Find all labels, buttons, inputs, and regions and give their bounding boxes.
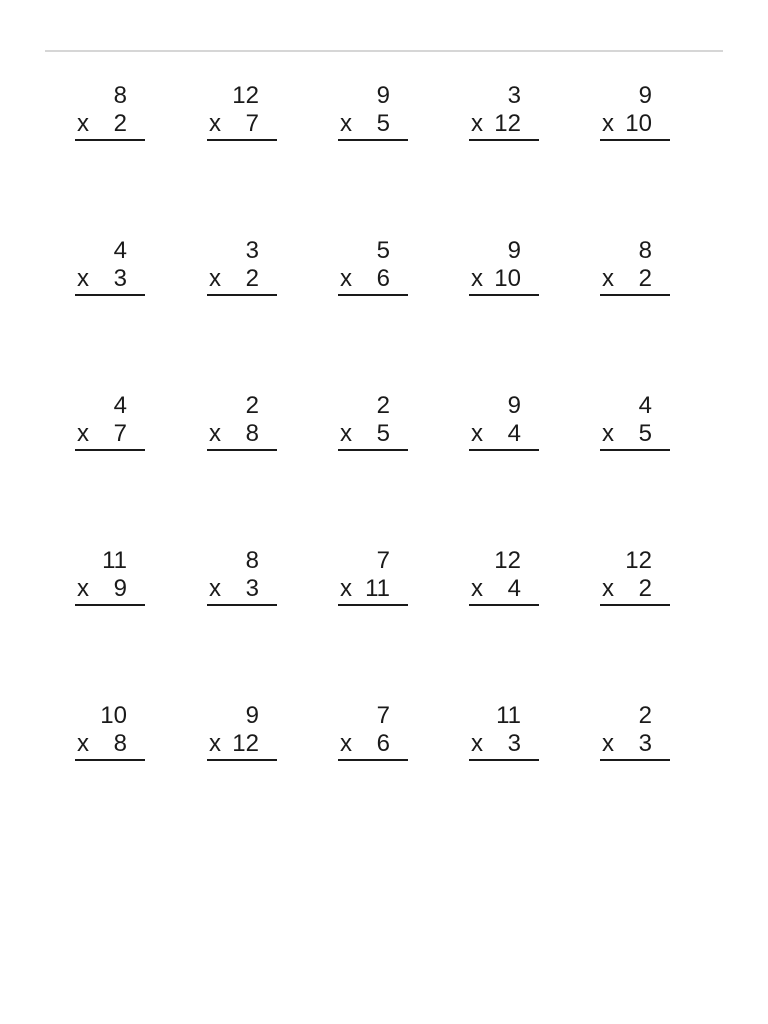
multiplicand: 9 bbox=[638, 82, 652, 109]
times-sign: x bbox=[602, 420, 614, 447]
multiplicand: 12 bbox=[625, 547, 652, 574]
operator-row bbox=[469, 266, 539, 292]
answer-line bbox=[75, 139, 145, 141]
multiplicand: 2 bbox=[638, 702, 652, 729]
times-sign: x bbox=[340, 265, 352, 292]
multiplier: 5 bbox=[376, 420, 390, 447]
answer-line bbox=[207, 139, 277, 141]
times-sign: x bbox=[340, 420, 352, 447]
answer-line bbox=[207, 294, 277, 296]
times-sign: x bbox=[602, 575, 614, 602]
answer-line bbox=[75, 759, 145, 761]
multiplicand: 7 bbox=[376, 547, 390, 574]
multiplicand: 8 bbox=[638, 237, 652, 264]
multiplier: 10 bbox=[494, 265, 521, 292]
answer-line bbox=[207, 604, 277, 606]
operator-row bbox=[469, 421, 539, 447]
multiplication-problem bbox=[600, 238, 670, 308]
answer-line bbox=[75, 604, 145, 606]
multiplier: 7 bbox=[113, 420, 127, 447]
multiplicand: 3 bbox=[245, 237, 259, 264]
operator-row bbox=[338, 266, 408, 292]
multiplicand: 2 bbox=[245, 392, 259, 419]
multiplication-problem bbox=[338, 238, 408, 308]
operator-row bbox=[75, 421, 145, 447]
times-sign: x bbox=[209, 265, 221, 292]
multiplier: 6 bbox=[376, 265, 390, 292]
multiplication-problem bbox=[469, 703, 539, 773]
multiplication-problem bbox=[207, 703, 277, 773]
multiplier: 12 bbox=[494, 110, 521, 137]
answer-line bbox=[75, 449, 145, 451]
answer-line bbox=[338, 449, 408, 451]
operator-row bbox=[338, 731, 408, 757]
operator-row bbox=[600, 266, 670, 292]
times-sign: x bbox=[209, 110, 221, 137]
operator-row bbox=[75, 576, 145, 602]
times-sign: x bbox=[340, 575, 352, 602]
times-sign: x bbox=[471, 730, 483, 757]
operator-row bbox=[469, 111, 539, 137]
operator-row bbox=[600, 111, 670, 137]
answer-line bbox=[338, 759, 408, 761]
multiplication-problem bbox=[207, 83, 277, 153]
times-sign: x bbox=[602, 110, 614, 137]
answer-line bbox=[207, 449, 277, 451]
times-sign: x bbox=[471, 265, 483, 292]
multiplier: 4 bbox=[507, 420, 521, 447]
multiplication-problem bbox=[600, 393, 670, 463]
times-sign: x bbox=[77, 110, 89, 137]
operator-row bbox=[207, 576, 277, 602]
times-sign: x bbox=[77, 420, 89, 447]
multiplicand: 11 bbox=[496, 702, 521, 729]
answer-line bbox=[600, 759, 670, 761]
multiplier: 5 bbox=[376, 110, 390, 137]
multiplier: 8 bbox=[245, 420, 259, 447]
multiplicand: 5 bbox=[376, 237, 390, 264]
multiplier: 2 bbox=[245, 265, 259, 292]
operator-row bbox=[600, 576, 670, 602]
multiplication-problem bbox=[469, 238, 539, 308]
times-sign: x bbox=[602, 730, 614, 757]
times-sign: x bbox=[340, 730, 352, 757]
operator-row bbox=[207, 731, 277, 757]
multiplicand: 9 bbox=[507, 237, 521, 264]
multiplier: 4 bbox=[507, 575, 521, 602]
multiplication-problem bbox=[469, 393, 539, 463]
multiplier: 3 bbox=[507, 730, 521, 757]
multiplication-problem bbox=[338, 83, 408, 153]
multiplication-problem bbox=[469, 83, 539, 153]
multiplication-problem bbox=[75, 703, 145, 773]
multiplicand: 4 bbox=[113, 237, 127, 264]
times-sign: x bbox=[471, 575, 483, 602]
multiplicand: 3 bbox=[507, 82, 521, 109]
multiplier: 5 bbox=[638, 420, 652, 447]
times-sign: x bbox=[209, 730, 221, 757]
multiplicand: 10 bbox=[100, 702, 127, 729]
multiplication-problem bbox=[75, 548, 145, 618]
multiplicand: 4 bbox=[113, 392, 127, 419]
multiplier: 2 bbox=[638, 575, 652, 602]
answer-line bbox=[469, 759, 539, 761]
multiplication-problem bbox=[75, 83, 145, 153]
multiplier: 3 bbox=[113, 265, 127, 292]
answer-line bbox=[600, 294, 670, 296]
multiplier: 8 bbox=[113, 730, 127, 757]
multiplicand: 7 bbox=[376, 702, 390, 729]
multiplier: 12 bbox=[232, 730, 259, 757]
operator-row bbox=[207, 266, 277, 292]
multiplicand: 12 bbox=[232, 82, 259, 109]
multiplier: 3 bbox=[638, 730, 652, 757]
times-sign: x bbox=[77, 265, 89, 292]
answer-line bbox=[207, 759, 277, 761]
operator-row bbox=[338, 421, 408, 447]
multiplier: 7 bbox=[245, 110, 259, 137]
multiplier: 11 bbox=[365, 575, 390, 602]
multiplication-problem bbox=[600, 703, 670, 773]
multiplier: 3 bbox=[245, 575, 259, 602]
multiplicand: 9 bbox=[507, 392, 521, 419]
operator-row bbox=[469, 731, 539, 757]
multiplicand: 8 bbox=[245, 547, 259, 574]
multiplicand: 9 bbox=[245, 702, 259, 729]
multiplier: 6 bbox=[376, 730, 390, 757]
operator-row bbox=[207, 111, 277, 137]
multiplier: 9 bbox=[113, 575, 127, 602]
multiplication-problem bbox=[207, 238, 277, 308]
answer-line bbox=[600, 139, 670, 141]
answer-line bbox=[75, 294, 145, 296]
answer-line bbox=[469, 604, 539, 606]
multiplication-problem bbox=[75, 238, 145, 308]
operator-row bbox=[469, 576, 539, 602]
multiplication-problem bbox=[600, 83, 670, 153]
times-sign: x bbox=[471, 110, 483, 137]
multiplication-problem bbox=[338, 548, 408, 618]
multiplicand: 2 bbox=[376, 392, 390, 419]
times-sign: x bbox=[471, 420, 483, 447]
operator-row bbox=[600, 731, 670, 757]
answer-line bbox=[469, 449, 539, 451]
multiplier: 10 bbox=[625, 110, 652, 137]
times-sign: x bbox=[77, 730, 89, 757]
multiplicand: 11 bbox=[102, 547, 127, 574]
operator-row bbox=[75, 731, 145, 757]
times-sign: x bbox=[209, 420, 221, 447]
times-sign: x bbox=[602, 265, 614, 292]
multiplication-problem bbox=[600, 548, 670, 618]
multiplication-problem bbox=[207, 393, 277, 463]
times-sign: x bbox=[340, 110, 352, 137]
times-sign: x bbox=[77, 575, 89, 602]
multiplication-problem bbox=[207, 548, 277, 618]
multiplication-problem bbox=[469, 548, 539, 618]
multiplier: 2 bbox=[638, 265, 652, 292]
multiplicand: 9 bbox=[376, 82, 390, 109]
answer-line bbox=[338, 139, 408, 141]
operator-row bbox=[338, 111, 408, 137]
operator-row bbox=[75, 111, 145, 137]
times-sign: x bbox=[209, 575, 221, 602]
multiplicand: 4 bbox=[638, 392, 652, 419]
answer-line bbox=[469, 294, 539, 296]
operator-row bbox=[600, 421, 670, 447]
answer-line bbox=[600, 604, 670, 606]
operator-row bbox=[338, 576, 408, 602]
multiplicand: 8 bbox=[113, 82, 127, 109]
multiplication-problem bbox=[338, 393, 408, 463]
answer-line bbox=[469, 139, 539, 141]
operator-row bbox=[207, 421, 277, 447]
multiplicand: 12 bbox=[494, 547, 521, 574]
answer-line bbox=[338, 604, 408, 606]
multiplication-problem bbox=[75, 393, 145, 463]
multiplication-problem bbox=[338, 703, 408, 773]
answer-line bbox=[338, 294, 408, 296]
multiplier: 2 bbox=[113, 110, 127, 137]
answer-line bbox=[600, 449, 670, 451]
operator-row bbox=[75, 266, 145, 292]
